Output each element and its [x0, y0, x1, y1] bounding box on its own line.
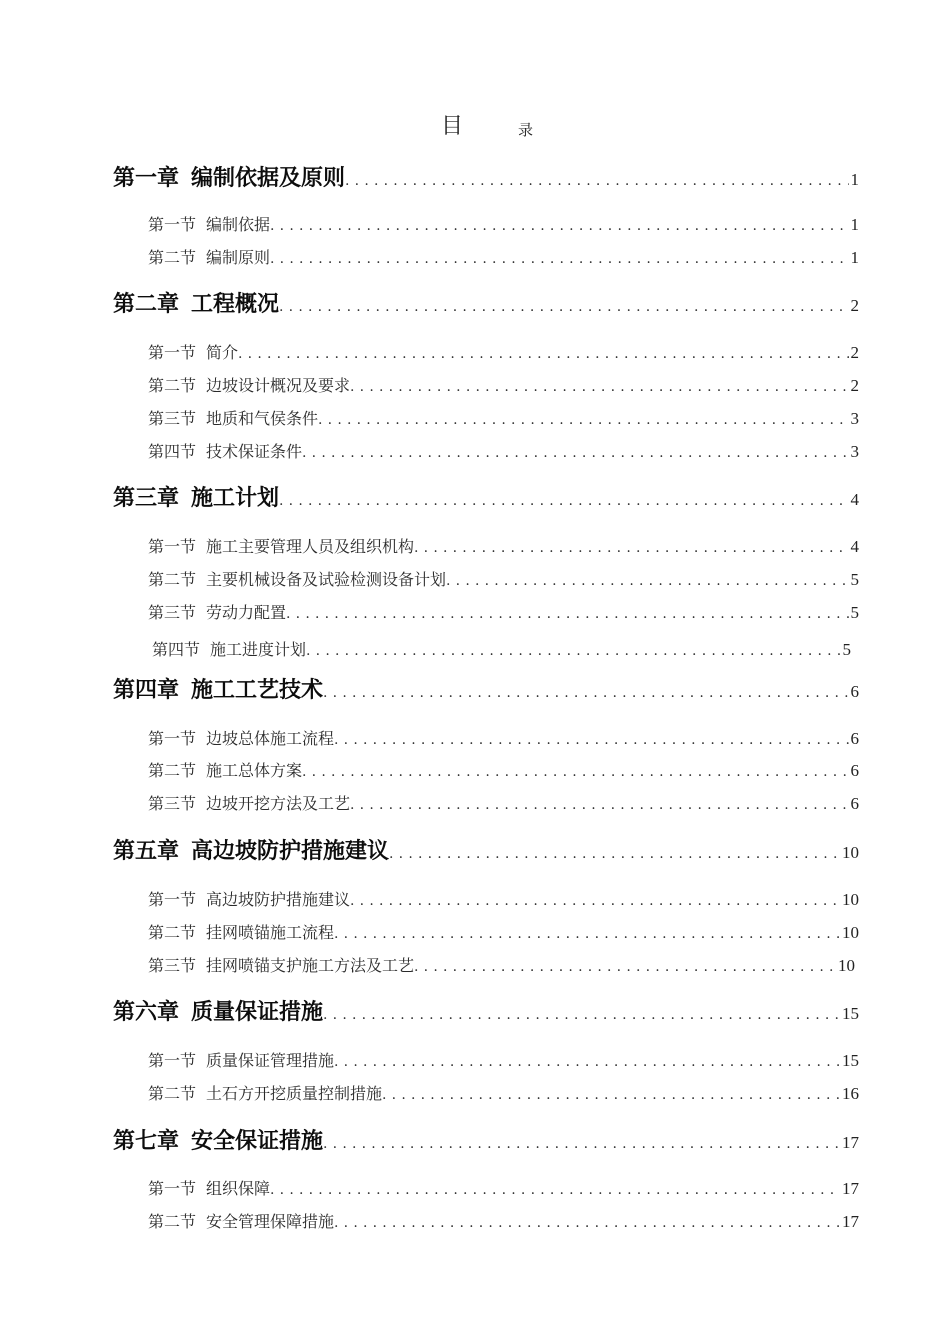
section-number: 第三节	[148, 409, 197, 428]
toc-section-1-2[interactable]	[148, 247, 859, 269]
dot-leader	[323, 1129, 840, 1159]
section-number: 第四节	[152, 640, 201, 659]
section-title: 施工进度计划	[210, 640, 307, 659]
chapter-title: 工程概况	[191, 292, 280, 317]
section-title: 技术保证条件	[206, 442, 303, 461]
section-title: 劳动力配置	[206, 603, 287, 622]
section-title: 边坡总体施工流程	[206, 729, 335, 748]
toc-section-4-3[interactable]	[148, 793, 859, 815]
chapter-number: 第三章	[113, 486, 180, 511]
section-number: 第四节	[148, 442, 197, 461]
page-number: 5	[850, 603, 859, 622]
chapter-title: 施工工艺技术	[191, 678, 324, 703]
page-number: 2	[850, 376, 859, 395]
page-number: 4	[850, 537, 859, 556]
page-number: 2	[850, 343, 859, 362]
section-number: 第二节	[148, 1084, 197, 1103]
section-number: 第三节	[148, 956, 197, 975]
toc-chapter-5[interactable]	[113, 837, 859, 867]
page-number: 10	[842, 843, 859, 862]
page-number: 6	[850, 682, 859, 701]
dot-leader	[279, 292, 848, 322]
section-number: 第二节	[148, 1212, 197, 1231]
toc-section-4-1[interactable]	[148, 728, 859, 750]
page-number: 15	[842, 1051, 859, 1070]
toc-section-4-2[interactable]	[148, 760, 859, 782]
dot-leader	[414, 537, 848, 559]
page-number: 6	[850, 729, 859, 748]
page-number: 10	[842, 890, 859, 909]
page-number: 1	[850, 248, 859, 267]
toc-section-2-3[interactable]	[148, 408, 859, 430]
section-title: 质量保证管理措施	[206, 1051, 335, 1070]
chapter-number: 第六章	[113, 1000, 180, 1025]
dot-leader	[270, 215, 848, 237]
toc-chapter-6[interactable]	[113, 998, 859, 1028]
dot-leader	[350, 376, 848, 398]
section-number: 第一节	[148, 1179, 197, 1198]
toc-title-part2: 录	[518, 121, 534, 139]
page-number: 1	[850, 170, 859, 189]
toc-chapter-2[interactable]	[113, 290, 859, 320]
section-title: 安全管理保障措施	[206, 1212, 335, 1231]
toc-chapter-7[interactable]	[113, 1127, 859, 1157]
toc-section-7-1[interactable]	[148, 1178, 859, 1200]
toc-section-3-1[interactable]	[148, 536, 859, 558]
page-number: 17	[842, 1212, 859, 1231]
dot-leader	[318, 409, 848, 431]
page-number: 5	[850, 570, 859, 589]
section-title: 挂网喷锚支护施工方法及工艺	[206, 956, 415, 975]
page-number: 15	[842, 1004, 859, 1023]
section-title: 编制依据	[206, 215, 271, 234]
chapter-title: 质量保证措施	[191, 1000, 324, 1025]
dot-leader	[323, 678, 848, 708]
dot-leader	[334, 729, 848, 751]
dot-leader	[382, 1084, 840, 1106]
dot-leader	[389, 839, 840, 869]
chapter-title: 安全保证措施	[191, 1129, 324, 1154]
toc-title	[0, 112, 950, 142]
section-number: 第一节	[148, 1051, 197, 1070]
section-title: 编制原则	[206, 248, 271, 267]
page-number: 17	[842, 1133, 859, 1152]
page-number: 3	[850, 409, 859, 428]
dot-leader	[414, 956, 836, 978]
dot-leader	[446, 570, 848, 592]
chapter-number: 第七章	[113, 1129, 180, 1154]
dot-leader	[302, 442, 848, 464]
dot-leader	[323, 1000, 840, 1030]
section-title: 施工主要管理人员及组织机构	[206, 537, 415, 556]
section-number: 第二节	[148, 376, 197, 395]
dot-leader	[334, 1051, 840, 1073]
toc-section-2-2[interactable]	[148, 375, 859, 397]
page-number: 4	[850, 490, 859, 509]
dot-leader	[279, 486, 848, 516]
section-number: 第三节	[148, 794, 197, 813]
dot-leader	[286, 603, 848, 625]
chapter-number: 第五章	[113, 839, 180, 864]
section-number: 第一节	[148, 343, 197, 362]
toc-chapter-3[interactable]	[113, 484, 859, 514]
section-number: 第二节	[148, 923, 197, 942]
toc-section-2-1[interactable]	[148, 342, 859, 364]
dot-leader	[270, 248, 848, 270]
dot-leader	[270, 1179, 840, 1201]
section-number: 第一节	[148, 729, 197, 748]
toc-section-2-4[interactable]	[148, 441, 859, 463]
section-number: 第二节	[148, 570, 197, 589]
toc-title-part1: 目	[441, 114, 464, 139]
dot-leader	[334, 1212, 840, 1234]
page-number: 10	[842, 923, 859, 942]
section-title: 边坡开挖方法及工艺	[206, 794, 351, 813]
dot-leader	[350, 890, 840, 912]
page-number: 17	[842, 1179, 859, 1198]
section-title: 施工总体方案	[206, 761, 303, 780]
section-number: 第二节	[148, 248, 197, 267]
chapter-number: 第一章	[113, 166, 180, 191]
toc-section-3-2[interactable]	[148, 569, 859, 591]
section-number: 第二节	[148, 761, 197, 780]
chapter-title: 编制依据及原则	[191, 166, 346, 191]
chapter-number: 第二章	[113, 292, 180, 317]
dot-leader	[302, 761, 848, 783]
page-number: 3	[850, 442, 859, 461]
section-number: 第一节	[148, 215, 197, 234]
toc-section-5-3[interactable]	[148, 955, 855, 977]
section-title: 边坡设计概况及要求	[206, 376, 351, 395]
page-number: 16	[842, 1084, 859, 1103]
section-title: 简介	[206, 343, 239, 362]
toc-section-6-2[interactable]	[148, 1083, 859, 1105]
page-number: 6	[850, 794, 859, 813]
toc-chapter-4[interactable]	[113, 676, 859, 706]
toc-section-3-4[interactable]	[152, 639, 851, 661]
section-number: 第一节	[148, 890, 197, 909]
chapter-title: 施工计划	[191, 486, 280, 511]
section-title: 地质和气侯条件	[206, 409, 319, 428]
dot-leader	[334, 923, 840, 945]
toc-section-5-2[interactable]	[148, 922, 859, 944]
page-number: 5	[842, 640, 851, 659]
toc-section-5-1[interactable]	[148, 889, 859, 911]
section-title: 主要机械设备及试验检测设备计划	[206, 570, 447, 589]
section-title: 组织保障	[206, 1179, 271, 1198]
page-number: 1	[850, 215, 859, 234]
section-title: 高边坡防护措施建议	[206, 890, 351, 909]
section-title: 土石方开挖质量控制措施	[206, 1084, 383, 1103]
dot-leader	[306, 640, 840, 662]
chapter-number: 第四章	[113, 678, 180, 703]
toc-section-1-1[interactable]	[148, 214, 859, 236]
section-number: 第三节	[148, 603, 197, 622]
toc-section-7-2[interactable]	[148, 1211, 859, 1233]
section-title: 挂网喷锚施工流程	[206, 923, 335, 942]
toc-chapter-1[interactable]	[113, 164, 859, 194]
chapter-title: 高边坡防护措施建议	[191, 839, 390, 864]
dot-leader	[350, 794, 848, 816]
dot-leader	[345, 166, 848, 196]
toc-section-6-1[interactable]	[148, 1050, 859, 1072]
page-number: 2	[850, 296, 859, 315]
toc-section-3-3[interactable]	[148, 602, 859, 624]
section-number: 第一节	[148, 537, 197, 556]
page-number: 6	[850, 761, 859, 780]
page-number: 10	[838, 956, 855, 975]
dot-leader	[238, 343, 848, 365]
